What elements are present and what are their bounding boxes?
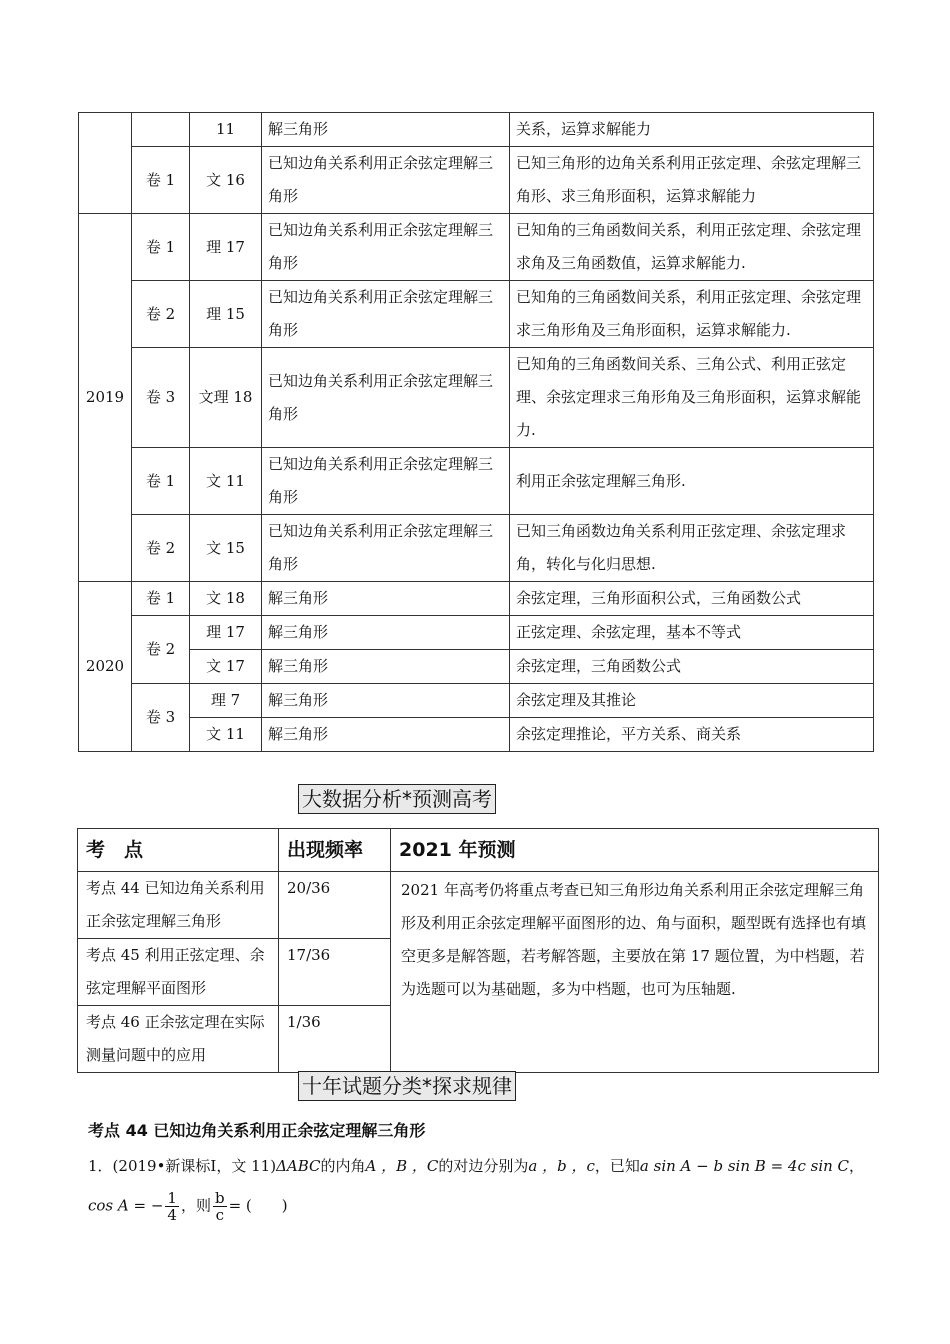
paper-cell: 卷 3 <box>132 348 190 448</box>
table-header-row <box>78 829 879 872</box>
question-cell: 理 15 <box>190 281 262 348</box>
side-vars: a ，b ，c <box>528 1157 595 1175</box>
table-row <box>79 448 874 515</box>
topic-cell: 解三角形 <box>262 684 510 718</box>
year-cell: 2020 <box>79 582 132 752</box>
topic-cell: 解三角形 <box>262 650 510 684</box>
table-row <box>79 650 874 684</box>
frequency-cell: 1/36 <box>279 1006 391 1073</box>
ability-cell: 已知角的三角函数间关系，利用正弦定理、余弦定理求角及三角函数值，运算求解能力. <box>510 214 874 281</box>
question-line-2 <box>88 1190 288 1223</box>
topic-cell: 解三角形 <box>262 718 510 752</box>
ability-cell: 利用正余弦定理解三角形. <box>510 448 874 515</box>
ability-cell: 余弦定理及其推论 <box>510 684 874 718</box>
table-row <box>79 616 874 650</box>
point-cell: 考点 44 已知边角关系利用正余弦定理解三角形 <box>78 872 279 939</box>
ability-cell: 余弦定理推论，平方关系、商关系 <box>510 718 874 752</box>
triangle-name: ΔABC <box>276 1157 321 1175</box>
table-row <box>79 515 874 582</box>
topic-cell: 已知边角关系利用正余弦定理解三角形 <box>262 515 510 582</box>
table-row <box>78 872 879 939</box>
question-cell: 文 11 <box>190 718 262 752</box>
paper-cell: 卷 1 <box>132 214 190 281</box>
question-cell: 文 16 <box>190 147 262 214</box>
fraction-b-over-c: $\frac{b}{c}$ <box>214 1189 225 1224</box>
table-row <box>79 147 874 214</box>
ability-cell: 已知角的三角函数间关系、三角公式、利用正弦定理、余弦定理求三角形角及三角形面积，运算求解能力. <box>510 348 874 448</box>
topic-cell: 已知边角关系利用正余弦定理解三角形 <box>262 214 510 281</box>
forecast-cell: 2021 年高考仍将重点考查已知三角形边角关系利用正余弦定理解三角形及利用正余弦定理解平面图形的边、角与面积，题型既有选择也有填空更多是解答题，若考解答题，主要放在第 17 题位置，为中档题，若为选题可以为基础题，多为中档题，也可为压轴题. <box>391 872 879 1073</box>
question-text: ，已知 <box>594 1157 640 1175</box>
fraction-one-quarter: $\frac{1}{4}$ <box>167 1189 177 1224</box>
frequency-cell: 20/36 <box>279 872 391 939</box>
big-data-banner: 大数据分析*预测高考 <box>298 784 496 814</box>
ability-cell: 正弦定理、余弦定理，基本不等式 <box>510 616 874 650</box>
question-cell: 文 18 <box>190 582 262 616</box>
topic-cell: 解三角形 <box>262 616 510 650</box>
paper-cell: 卷 2 <box>132 281 190 348</box>
question-cell: 理 7 <box>190 684 262 718</box>
ability-cell: 余弦定理，三角形面积公式，三角函数公式 <box>510 582 874 616</box>
question-line-1: 1．(2019•新课标Ⅰ，文 11)ΔABC的内角A ，B ，C的对边分别为a ，b ，c，已知a sin A − b sin B = 4c sin C， <box>88 1157 865 1175</box>
topic-cell: 解三角形 <box>262 113 510 147</box>
table-row <box>79 348 874 448</box>
header-frequency: 出现频率 <box>279 829 391 872</box>
paper-cell: 卷 2 <box>132 515 190 582</box>
question-text: 的内角 <box>320 1157 366 1175</box>
paper-cell: 卷 1 <box>132 448 190 515</box>
paper-cell: 卷 2 <box>132 616 190 684</box>
table-row <box>79 582 874 616</box>
question-cell: 11 <box>190 113 262 147</box>
frequency-cell: 17/36 <box>279 939 391 1006</box>
exam-history-table <box>78 112 874 752</box>
ability-cell: 余弦定理，三角函数公式 <box>510 650 874 684</box>
question-source: 1．(2019•新课标Ⅰ，文 11) <box>88 1157 277 1175</box>
question-cell: 文 11 <box>190 448 262 515</box>
table-row <box>79 281 874 348</box>
angle-vars: A ，B ，C <box>365 1157 439 1175</box>
year-cell <box>79 113 132 214</box>
table-row <box>79 113 874 147</box>
question-text: 的对边分别为 <box>438 1157 529 1175</box>
paper-cell <box>132 113 190 147</box>
paper-cell: 卷 1 <box>132 582 190 616</box>
paper-cell: 卷 3 <box>132 684 190 752</box>
answer-blank: = ( ) <box>228 1196 288 1215</box>
table-row <box>79 214 874 281</box>
forecast-table <box>77 828 879 1073</box>
point-cell: 考点 46 正余弦定理在实际测量问题中的应用 <box>78 1006 279 1073</box>
question-cell: 理 17 <box>190 214 262 281</box>
given-equation: a sin A − b sin B = 4c sin C <box>639 1157 850 1175</box>
topic-cell: 已知边角关系利用正余弦定理解三角形 <box>262 448 510 515</box>
table-row <box>79 684 874 718</box>
question-cell: 文 15 <box>190 515 262 582</box>
topic-cell: 已知边角关系利用正余弦定理解三角形 <box>262 147 510 214</box>
question-cell: 文理 18 <box>190 348 262 448</box>
table-row <box>79 718 874 752</box>
ability-cell: 已知角的三角函数间关系，利用正弦定理、余弦定理求三角形角及三角形面积，运算求解能力. <box>510 281 874 348</box>
ability-cell: 已知三角形的边角关系利用正弦定理、余弦定理解三角形、求三角形面积，运算求解能力 <box>510 147 874 214</box>
cos-label: cos A = − <box>88 1196 164 1215</box>
question-text: ，则 <box>180 1196 211 1215</box>
header-point: 考 点 <box>78 829 279 872</box>
topic-cell: 已知边角关系利用正余弦定理解三角形 <box>262 348 510 448</box>
question-cell: 文 17 <box>190 650 262 684</box>
ability-cell: 已知三角函数边角关系利用正弦定理、余弦定理求角，转化与化归思想. <box>510 515 874 582</box>
question-cell: 理 17 <box>190 616 262 650</box>
topic-cell: 已知边角关系利用正余弦定理解三角形 <box>262 281 510 348</box>
header-forecast: 2021 年预测 <box>391 829 879 872</box>
topic-cell: 解三角形 <box>262 582 510 616</box>
point-cell: 考点 45 利用正弦定理、余弦定理解平面图形 <box>78 939 279 1006</box>
paper-cell: 卷 1 <box>132 147 190 214</box>
ability-cell: 关系，运算求解能力 <box>510 113 874 147</box>
section-title: 考点 44 已知边角关系利用正余弦定理解三角形 <box>88 1121 426 1140</box>
year-cell: 2019 <box>79 214 132 582</box>
classification-banner: 十年试题分类*探求规律 <box>298 1071 516 1101</box>
